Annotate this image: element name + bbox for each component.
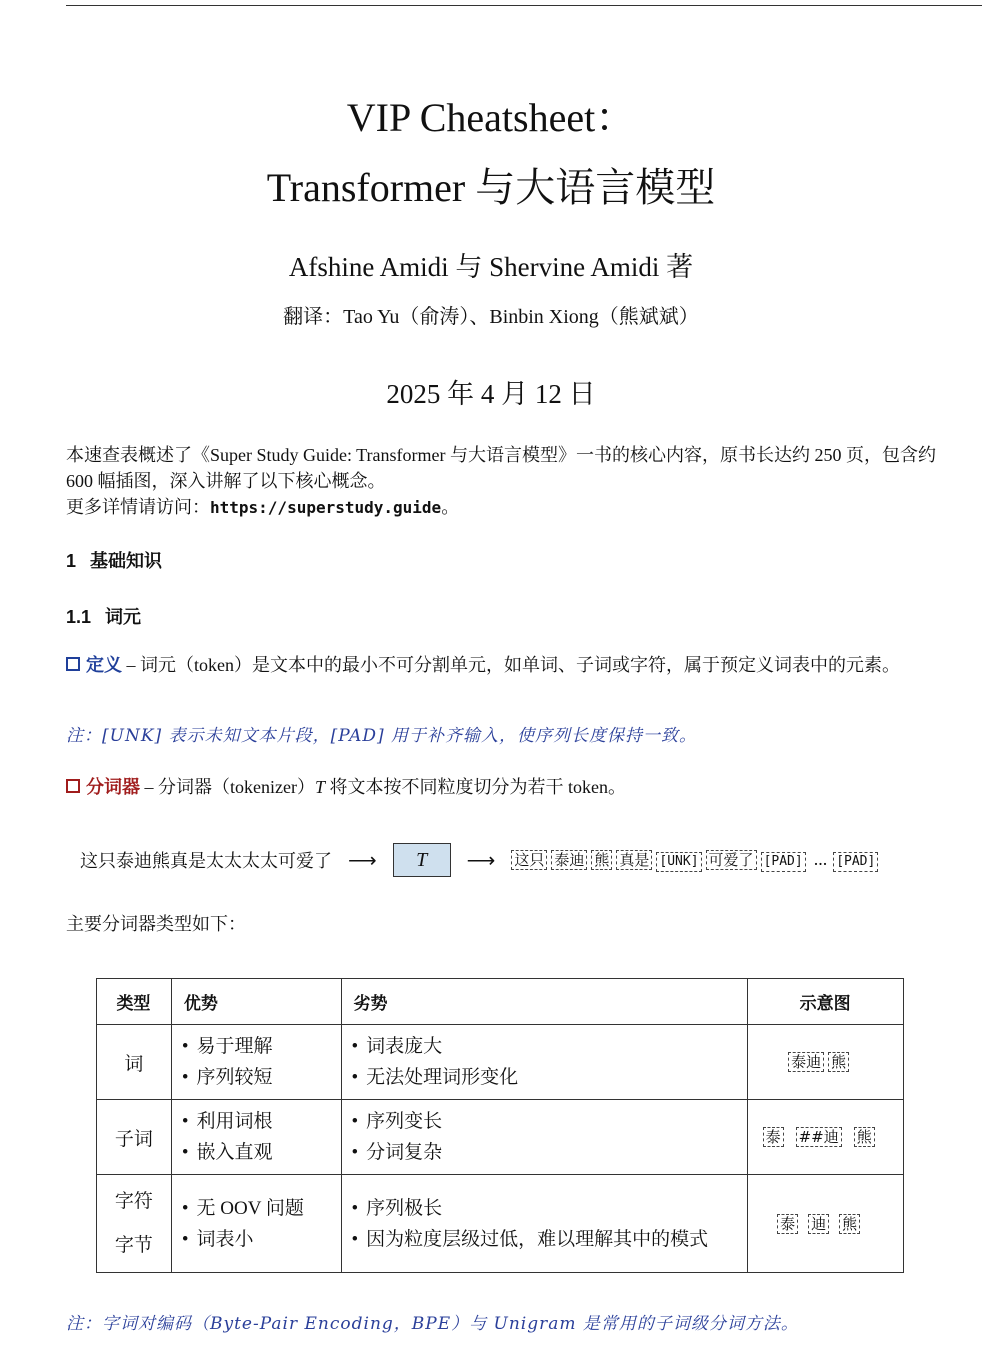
cons-cell — [341, 1025, 748, 1100]
type-cell — [97, 1175, 172, 1273]
section-heading-1-1 — [66, 603, 141, 629]
definition-term: 定义 — [86, 655, 122, 676]
list-item: • 序列极长 — [352, 1193, 738, 1224]
checkbox-icon — [66, 779, 80, 793]
more-suffix: 。 — [441, 497, 460, 517]
list-item: • 嵌入直观 — [182, 1137, 331, 1168]
checkbox-icon — [66, 657, 80, 671]
illustration-cell — [748, 1025, 904, 1100]
arrow-right-icon: ⟶ — [348, 849, 377, 872]
tokenizer-text-after: 将文本按不同粒度切分为若干 token。 — [324, 777, 626, 797]
token: 泰迪 — [551, 850, 587, 870]
note-unk-pad: 注：[UNK] 表示未知文本片段，[PAD] 用于补齐输入，使序列长度保持一致。 — [66, 726, 698, 746]
tokenizer-box: T — [393, 843, 451, 877]
subsection-number: 1.1 — [66, 607, 92, 627]
pros-cell — [171, 1025, 341, 1100]
type-label: 字符 — [114, 1190, 153, 1212]
tokenizer-text-before: – 分词器（tokenizer） — [140, 777, 315, 797]
list-item: • 因为粒度层级过低，难以理解其中的模式 — [352, 1224, 738, 1255]
definition-paragraph — [66, 652, 946, 679]
list-item: • 易于理解 — [182, 1031, 331, 1062]
cons-cell — [341, 1175, 748, 1273]
translators: 翻译：Tao Yu（俞涛）、Binbin Xiong（熊斌斌） — [283, 306, 699, 328]
tokenizer-paragraph — [66, 774, 946, 801]
intro-text: 本速查表概述了《Super Study Guide: Transformer 与大语言模型》一书的核心内容，原书长达约 250 页，包含约 600 幅插图，深入讲解了以下核心概念。 — [66, 445, 936, 491]
title-line-1: VIP Cheatsheet： — [346, 95, 636, 140]
note-bpe-unigram: 注：字词对编码（Byte-Pair Encoding，BPE）与 Unigram 是常用的子词级分词方法。 — [66, 1314, 799, 1334]
illustration-cell — [748, 1175, 904, 1273]
subsection-title: 词元 — [105, 607, 142, 628]
intro-paragraph — [66, 442, 946, 521]
table-header-row — [97, 979, 904, 1025]
token: 熊 — [828, 1052, 849, 1072]
list-item: • 利用词根 — [182, 1106, 331, 1137]
title-line-2: Transformer 与大语言模型 — [266, 165, 716, 210]
token: 熊 — [854, 1127, 875, 1147]
token: [UNK] — [656, 852, 701, 872]
section-heading-1 — [66, 547, 162, 573]
top-rule — [66, 5, 982, 6]
list-item: • 词表庞大 — [352, 1031, 738, 1062]
token: [PAD] — [833, 852, 878, 872]
token: 泰迪 — [788, 1052, 824, 1072]
section-number: 1 — [66, 551, 77, 571]
type-cell: 词 — [97, 1025, 172, 1100]
list-item: • 无法处理词形变化 — [352, 1062, 738, 1093]
token: 熊 — [839, 1214, 860, 1234]
token: 泰 — [777, 1214, 798, 1234]
cons-cell — [341, 1100, 748, 1175]
token: 熊 — [591, 850, 612, 870]
list-item: • 序列变长 — [352, 1106, 738, 1137]
tokenizer-term: 分词器 — [86, 777, 140, 798]
list-item: • 词表小 — [182, 1224, 331, 1255]
token: 可爱了 — [706, 850, 757, 870]
token: 泰 — [763, 1127, 784, 1147]
diagram-input-text: 这只泰迪熊真是太太太太可爱了 — [80, 851, 332, 871]
token-sequence — [511, 849, 882, 872]
token: [PAD] — [761, 852, 806, 872]
authors: Afshine Amidi 与 Shervine Amidi 著 — [288, 252, 694, 282]
definition-text: – 词元（token）是文本中的最小不可分割单元，如单词、子词或字符，属于预定义词表中的元素。 — [122, 655, 900, 675]
ellipsis: ... — [813, 848, 828, 869]
tokenizer-diagram — [80, 843, 940, 877]
table-header: 类型 — [97, 979, 172, 1025]
type-label: 字节 — [114, 1234, 153, 1256]
token: 迪 — [808, 1214, 829, 1234]
table-row — [97, 1025, 904, 1100]
section-title: 基础知识 — [90, 551, 163, 572]
date: 2025 年 4 月 12 日 — [386, 379, 596, 409]
tokenizer-symbol: T — [314, 777, 325, 797]
list-item: • 分词复杂 — [352, 1137, 738, 1168]
arrow-right-icon: ⟶ — [466, 849, 496, 872]
url-link[interactable]: https://superstudy.guide — [210, 498, 442, 517]
token: ##迪 — [796, 1127, 842, 1147]
token: 真是 — [616, 850, 652, 870]
table-header: 优势 — [171, 979, 341, 1025]
table-row — [97, 1100, 904, 1175]
illustration-cell — [748, 1100, 904, 1175]
tokenizer-types-table — [96, 978, 904, 1273]
type-cell: 子词 — [97, 1100, 172, 1175]
types-intro: 主要分词器类型如下： — [66, 914, 246, 934]
pros-cell — [171, 1175, 341, 1273]
table-row — [97, 1175, 904, 1273]
token: 这只 — [511, 850, 547, 870]
pros-cell — [171, 1100, 341, 1175]
list-item: • 无 OOV 问题 — [182, 1193, 331, 1224]
more-prefix: 更多详情请访问： — [66, 497, 210, 517]
table-header: 劣势 — [341, 979, 748, 1025]
list-item: • 序列较短 — [182, 1062, 331, 1093]
table-header: 示意图 — [748, 979, 904, 1025]
